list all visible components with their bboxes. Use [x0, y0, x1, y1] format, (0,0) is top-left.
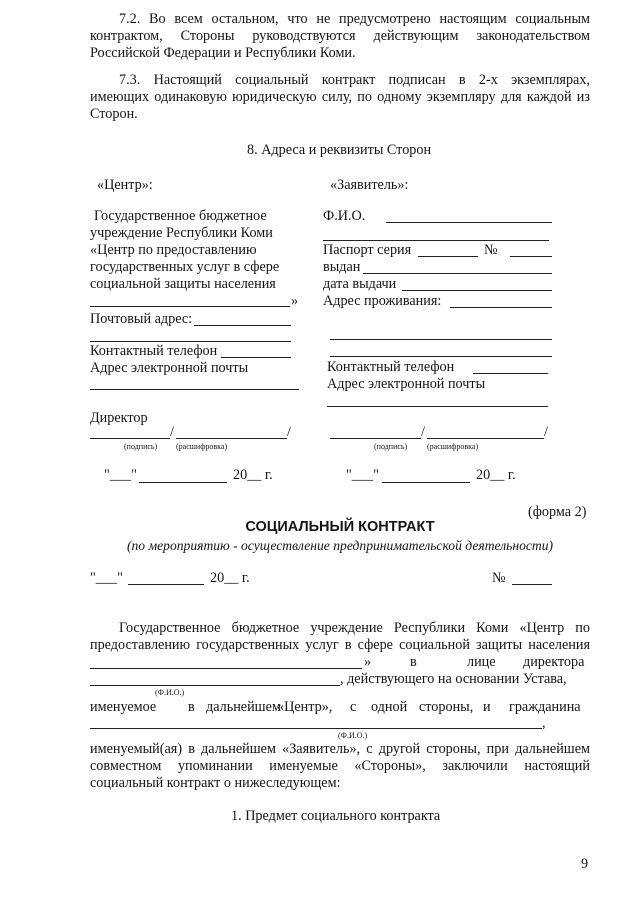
intro-line-5-word-5: с	[350, 699, 357, 715]
center-phone-label: Контактный телефон	[90, 343, 218, 359]
clause-7-2-line-1: 7.2. Во всем остальном, что не предусмотрено настоящим социальным	[119, 11, 590, 27]
intro-word-litse: лице	[467, 654, 496, 670]
contract-number-sign: №	[492, 570, 506, 586]
center-signature-caption: (подпись)	[124, 442, 158, 451]
contract-date-year: 20__ г.	[210, 570, 250, 586]
intro-line-1: Государственное бюджетное учреждение Республики Коми «Центр по	[119, 620, 590, 636]
intro-line-5-word-7: стороны,	[419, 699, 474, 715]
citizen-fio-blank[interactable]	[90, 728, 542, 729]
intro-line-6: именуемый(ая) в дальнейшем «Заявитель», с другой стороны, при дальнейшем	[90, 741, 590, 757]
contract-date-month-blank[interactable]	[128, 584, 204, 585]
center-date-year: 20__ г.	[233, 467, 273, 483]
applicant-address-label: Адрес проживания:	[323, 293, 442, 309]
center-org-close-quote: »	[291, 293, 299, 309]
intro-line-5-word-1: именуемое	[90, 699, 157, 715]
applicant-email-label: Адрес электронной почты	[327, 376, 486, 392]
applicant-issued-label: выдан	[323, 259, 361, 275]
applicant-fio-blank-1[interactable]	[386, 222, 552, 223]
contract-number-blank[interactable]	[512, 584, 552, 585]
applicant-phone-blank[interactable]	[473, 373, 548, 374]
applicant-date-year: 20__ г.	[476, 467, 516, 483]
applicant-decode-blank[interactable]	[427, 438, 544, 439]
contract-date-day: "___"	[90, 570, 123, 586]
center-director-label: Директор	[90, 410, 148, 426]
applicant-issued-blank[interactable]	[363, 273, 552, 274]
intro-line-5-word-6: одной	[371, 699, 408, 715]
intro-line-5-word-4: «Центр»,	[277, 699, 333, 715]
director-fio-caption: (Ф.И.О.)	[155, 688, 185, 697]
applicant-passport-series-blank[interactable]	[418, 256, 478, 257]
center-postal-blank-1[interactable]	[194, 325, 291, 326]
applicant-fio-label: Ф.И.О.	[323, 208, 366, 224]
center-org-line-5: социальной защиты населения	[90, 276, 276, 292]
intro-close-quote: »	[364, 654, 372, 670]
clause-7-2-line-2: контрактом, Стороны руководствуются действующим законодательством	[90, 28, 590, 44]
form-2-label: (форма 2)	[528, 504, 587, 520]
applicant-fio-blank-2[interactable]	[323, 240, 549, 241]
intro-word-direktora: директора	[523, 654, 585, 670]
center-date-day: "___"	[104, 467, 137, 483]
intro-org-name-blank[interactable]	[90, 668, 362, 669]
applicant-address-blank-2[interactable]	[330, 339, 552, 340]
center-date-month-blank[interactable]	[139, 482, 227, 483]
applicant-passport-label: Паспорт серия	[323, 242, 412, 258]
center-org-line-2: учреждение Республики Коми	[90, 225, 273, 241]
applicant-phone-label: Контактный телефон	[327, 359, 455, 375]
page-number: 9	[581, 856, 589, 872]
applicant-signature-slash-1: /	[421, 424, 425, 440]
applicant-party-label: «Заявитель»:	[330, 177, 409, 193]
center-postal-blank-2[interactable]	[90, 341, 291, 342]
center-signature-slash-1: /	[170, 424, 174, 440]
intro-line-8: социальный контракт о нижеследующем:	[90, 775, 341, 791]
applicant-email-blank[interactable]	[327, 406, 548, 407]
applicant-passport-number-blank[interactable]	[510, 256, 552, 257]
center-email-label: Адрес электронной почты	[90, 360, 249, 376]
center-org-line-1: Государственное бюджетное	[94, 208, 267, 224]
intro-line-7: совместном упоминании именуемые «Стороны», заключили настоящий	[90, 758, 590, 774]
applicant-signature-caption: (подпись)	[374, 442, 408, 451]
clause-7-3-line-3: Сторон.	[90, 106, 138, 122]
center-phone-blank[interactable]	[221, 357, 291, 358]
center-email-blank[interactable]	[90, 389, 299, 390]
citizen-fio-caption: (Ф.И.О.)	[338, 731, 368, 740]
intro-line-5-word-3: дальнейшем	[206, 699, 281, 715]
applicant-address-blank-3[interactable]	[330, 356, 552, 357]
clause-7-2-line-3: Российской Федерации и Республики Коми.	[90, 45, 356, 61]
section-1-heading: 1. Предмет социального контракта	[231, 808, 441, 824]
center-org-name-blank[interactable]	[90, 306, 290, 307]
applicant-signature-blank[interactable]	[330, 438, 421, 439]
intro-word-v: в	[410, 654, 417, 670]
center-party-label: «Центр»:	[97, 177, 153, 193]
intro-line-2: предоставлению государственных услуг в сфере социальной защиты населения	[90, 637, 590, 653]
center-org-line-3: «Центр по предоставлению	[90, 242, 257, 258]
applicant-passport-number-sign: №	[484, 242, 498, 258]
clause-7-3-line-1: 7.3. Настоящий социальный контракт подписан в 2-х экземплярах,	[119, 72, 590, 88]
intro-line-4: , действующего на основании Устава,	[340, 671, 567, 687]
center-signature-blank[interactable]	[90, 438, 170, 439]
center-org-line-4: государственных услуг в сфере	[90, 259, 280, 275]
clause-7-3-line-2: имеющих одинаковую юридическую силу, по одному экземпляру для каждой из	[90, 89, 590, 105]
applicant-decode-caption: (расшифровка)	[427, 442, 479, 451]
contract-title: СОЦИАЛЬНЫЙ КОНТРАКТ	[245, 519, 435, 535]
applicant-address-blank-1[interactable]	[450, 307, 552, 308]
center-postal-label: Почтовый адрес:	[90, 311, 193, 327]
center-decode-blank[interactable]	[176, 438, 287, 439]
section-8-heading: 8. Адреса и реквизиты Сторон	[247, 142, 432, 158]
applicant-date-day: "___"	[346, 467, 379, 483]
intro-line-5-word-9: гражданина	[509, 699, 581, 715]
intro-line-5-word-8: и	[483, 699, 491, 715]
intro-director-fio-blank[interactable]	[90, 685, 340, 686]
applicant-issue-date-label: дата выдачи	[323, 276, 397, 292]
intro-line-5-word-2: в	[188, 699, 195, 715]
contract-subtitle: (по мероприятию - осуществление предпринимательской деятельности)	[126, 538, 554, 553]
center-signature-slash-2: /	[287, 424, 291, 440]
applicant-issue-date-blank[interactable]	[402, 290, 552, 291]
center-decode-caption: (расшифровка)	[176, 442, 228, 451]
applicant-date-month-blank[interactable]	[382, 482, 470, 483]
applicant-signature-slash-2: /	[544, 424, 548, 440]
citizen-fio-comma: ,	[542, 715, 546, 731]
